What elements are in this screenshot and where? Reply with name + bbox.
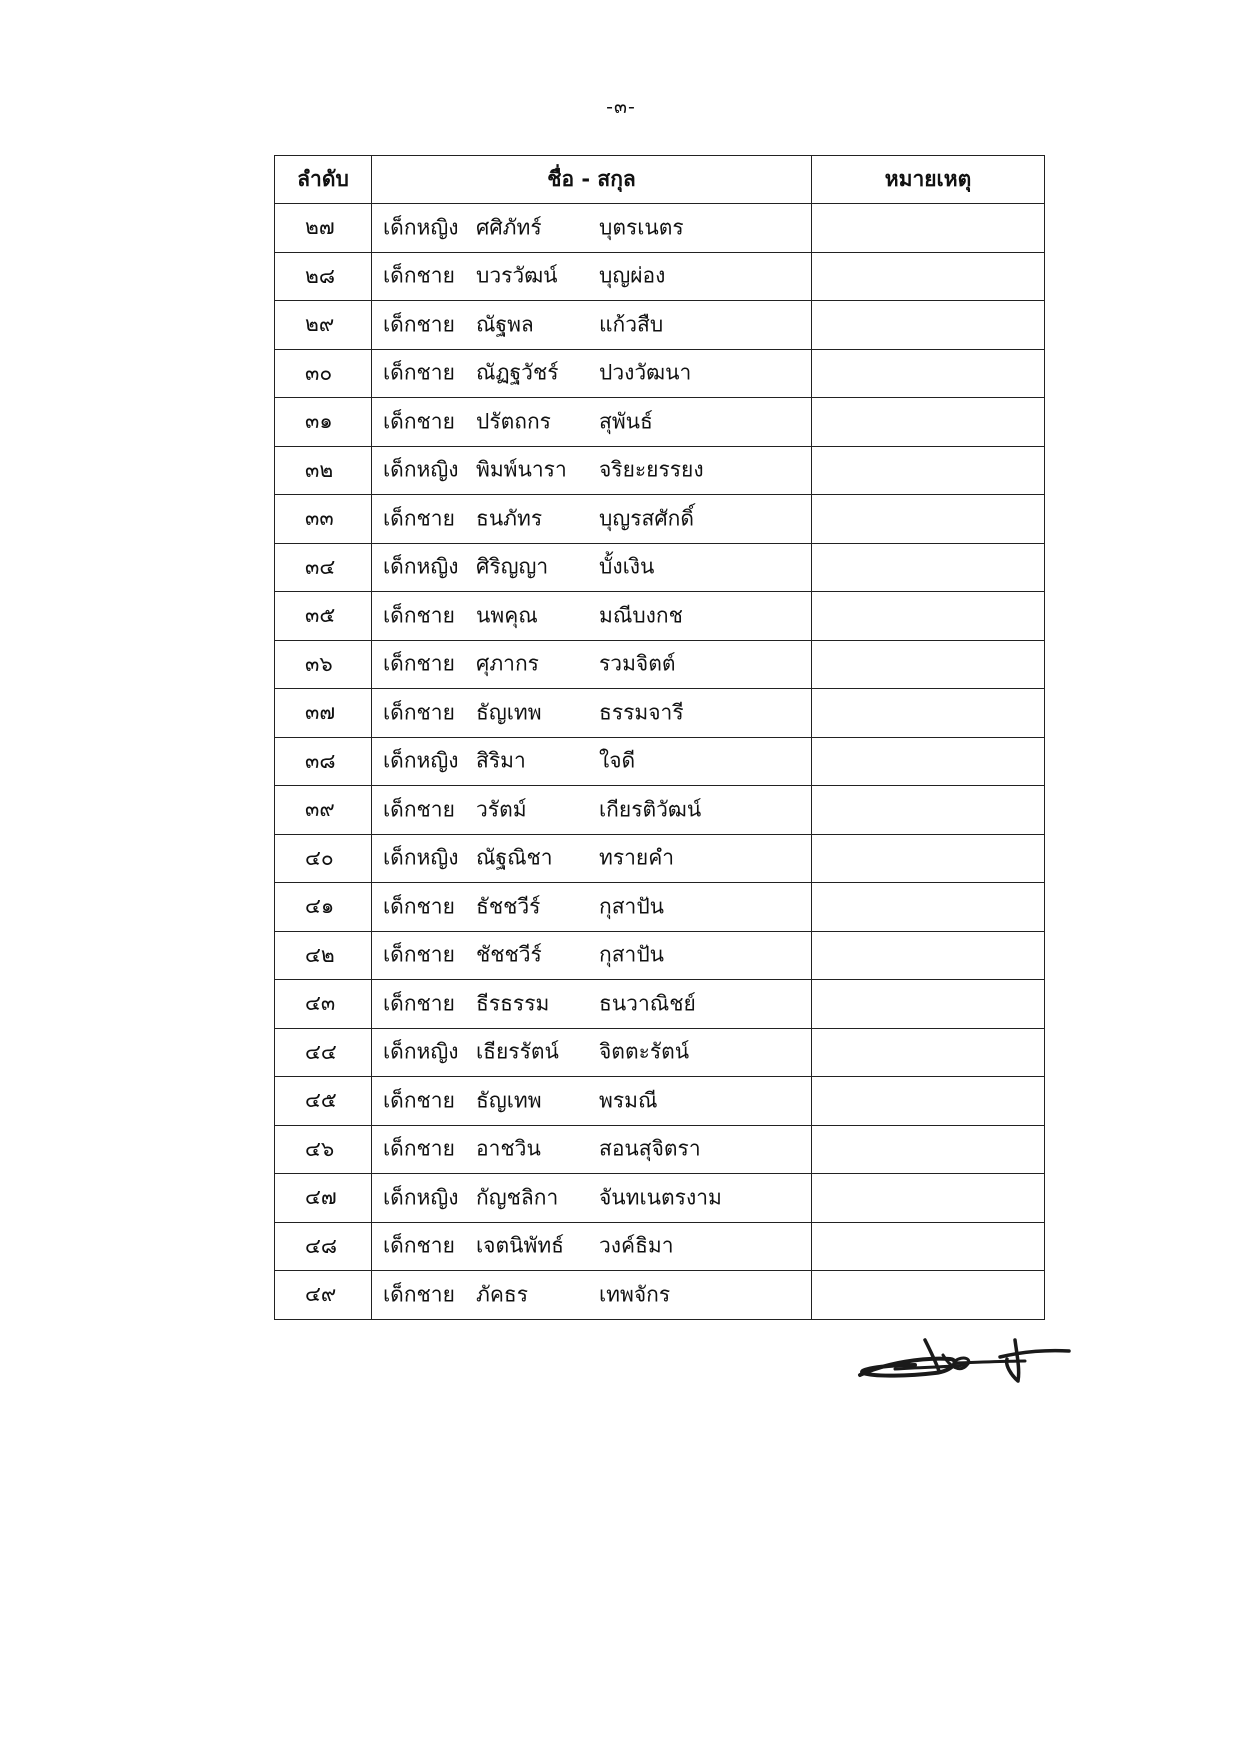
full-name-cell: [372, 252, 812, 301]
table-row: [275, 786, 1045, 835]
note-cell: [812, 495, 1045, 544]
first-name: บวรวัฒน์: [476, 263, 558, 288]
name-prefix: เด็กชาย: [383, 700, 455, 725]
table-row: [275, 1174, 1045, 1223]
row-number: ๓๗: [275, 689, 372, 738]
full-name-cell: [372, 398, 812, 447]
last-name: กุสาปัน: [599, 894, 665, 919]
full-name-cell: [372, 446, 812, 495]
row-number: ๔๖: [275, 1125, 372, 1174]
last-name: ปวงวัฒนา: [599, 360, 692, 385]
table-row: [275, 689, 1045, 738]
last-name: กุสาปัน: [599, 942, 665, 967]
row-number: ๓๙: [275, 786, 372, 835]
table-row: [275, 640, 1045, 689]
note-cell: [812, 786, 1045, 835]
row-number: ๔๗: [275, 1174, 372, 1223]
table-row: [275, 1125, 1045, 1174]
full-name-cell: [372, 349, 812, 398]
signature-icon: [855, 1315, 1075, 1385]
table-row: [275, 883, 1045, 932]
note-cell: [812, 640, 1045, 689]
header-no: ลำดับ: [275, 156, 372, 204]
row-number: ๔๐: [275, 834, 372, 883]
row-number: ๒๗: [275, 204, 372, 253]
first-name: เจตนิพัทธ์: [476, 1233, 564, 1258]
full-name-cell: [372, 1125, 812, 1174]
last-name: จริยะยรรยง: [599, 457, 704, 482]
note-cell: [812, 1077, 1045, 1126]
row-number: ๔๒: [275, 931, 372, 980]
name-prefix: เด็กชาย: [383, 263, 455, 288]
row-number: ๓๕: [275, 592, 372, 641]
table-row: [275, 1077, 1045, 1126]
full-name-cell: [372, 834, 812, 883]
row-number: ๔๕: [275, 1077, 372, 1126]
row-number: ๔๓: [275, 980, 372, 1029]
last-name: ธรรมจารี: [599, 700, 684, 725]
last-name: สอนสุจิตรา: [599, 1136, 701, 1161]
note-cell: [812, 931, 1045, 980]
full-name-cell: [372, 495, 812, 544]
first-name: ณัฐณิชา: [476, 845, 553, 870]
name-prefix: เด็กหญิง: [383, 215, 459, 240]
first-name: ณัฐพล: [476, 312, 534, 337]
table-row: [275, 204, 1045, 253]
note-cell: [812, 398, 1045, 447]
full-name-cell: [372, 980, 812, 1029]
row-number: ๔๔: [275, 1028, 372, 1077]
name-prefix: เด็กชาย: [383, 991, 455, 1016]
note-cell: [812, 1222, 1045, 1271]
note-cell: [812, 883, 1045, 932]
name-prefix: เด็กชาย: [383, 1233, 455, 1258]
last-name: ทรายคำ: [599, 845, 675, 870]
full-name-cell: [372, 786, 812, 835]
full-name-cell: [372, 592, 812, 641]
last-name: ใจดี: [599, 748, 636, 773]
row-number: ๓๓: [275, 495, 372, 544]
name-prefix: เด็กหญิง: [383, 1039, 459, 1064]
row-number: ๔๘: [275, 1222, 372, 1271]
first-name: นพคุณ: [476, 603, 538, 628]
full-name-cell: [372, 640, 812, 689]
full-name-cell: [372, 1271, 812, 1320]
table-row: [275, 349, 1045, 398]
first-name: ศิริญญา: [476, 554, 549, 579]
name-prefix: เด็กหญิง: [383, 1185, 459, 1210]
note-cell: [812, 1174, 1045, 1223]
table-row: [275, 931, 1045, 980]
note-cell: [812, 689, 1045, 738]
note-cell: [812, 349, 1045, 398]
full-name-cell: [372, 1077, 812, 1126]
last-name: เทพจักร: [599, 1282, 671, 1307]
full-name-cell: [372, 883, 812, 932]
first-name: ภัคธร: [476, 1282, 528, 1307]
name-prefix: เด็กชาย: [383, 942, 455, 967]
table-row: [275, 1222, 1045, 1271]
table-row: [275, 1028, 1045, 1077]
full-name-cell: [372, 931, 812, 980]
table-row: [275, 834, 1045, 883]
first-name: ธัญเทพ: [476, 700, 542, 725]
note-cell: [812, 834, 1045, 883]
last-name: มณีบงกช: [599, 603, 683, 628]
full-name-cell: [372, 737, 812, 786]
last-name: พรมณี: [599, 1088, 658, 1113]
first-name: ศุภากร: [476, 651, 539, 676]
name-prefix: เด็กหญิง: [383, 554, 459, 579]
name-prefix: เด็กชาย: [383, 506, 455, 531]
name-prefix: เด็กชาย: [383, 894, 455, 919]
full-name-cell: [372, 301, 812, 350]
note-cell: [812, 737, 1045, 786]
last-name: สุพันธ์: [599, 409, 653, 434]
note-cell: [812, 204, 1045, 253]
first-name: ธัชชวีร์: [476, 894, 541, 919]
row-number: ๒๙: [275, 301, 372, 350]
table-row: [275, 398, 1045, 447]
note-cell: [812, 1028, 1045, 1077]
full-name-cell: [372, 1174, 812, 1223]
name-prefix: เด็กชาย: [383, 1136, 455, 1161]
name-prefix: เด็กชาย: [383, 1282, 455, 1307]
first-name: ธีรธรรม: [476, 991, 550, 1016]
last-name: ธนวาณิชย์: [599, 991, 696, 1016]
note-cell: [812, 1271, 1045, 1320]
table-row: [275, 1271, 1045, 1320]
student-roster-table: [274, 155, 1045, 1320]
first-name: ศศิภัทร์: [476, 215, 542, 240]
name-prefix: เด็กชาย: [383, 360, 455, 385]
name-prefix: เด็กชาย: [383, 797, 455, 822]
last-name: รวมจิตต์: [599, 651, 676, 676]
row-number: ๓๒: [275, 446, 372, 495]
name-prefix: เด็กชาย: [383, 651, 455, 676]
name-prefix: เด็กชาย: [383, 603, 455, 628]
table-row: [275, 980, 1045, 1029]
name-prefix: เด็กหญิง: [383, 457, 459, 482]
first-name: ชัชชวีร์: [476, 942, 542, 967]
row-number: ๓๖: [275, 640, 372, 689]
row-number: ๓๐: [275, 349, 372, 398]
last-name: จิตตะรัตน์: [599, 1039, 690, 1064]
note-cell: [812, 1125, 1045, 1174]
table-body: [275, 204, 1045, 1320]
full-name-cell: [372, 689, 812, 738]
first-name: เธียรรัตน์: [476, 1039, 559, 1064]
first-name: สิริมา: [476, 748, 526, 773]
row-number: ๓๘: [275, 737, 372, 786]
last-name: วงค์ธิมา: [599, 1233, 674, 1258]
full-name-cell: [372, 1028, 812, 1077]
first-name: ณัฏฐวัชร์: [476, 360, 559, 385]
table-header-row: [275, 156, 1045, 204]
table-row: [275, 737, 1045, 786]
table-row: [275, 592, 1045, 641]
table-row: [275, 446, 1045, 495]
full-name-cell: [372, 1222, 812, 1271]
row-number: ๓๑: [275, 398, 372, 447]
first-name: พิมพ์นารา: [476, 457, 567, 482]
note-cell: [812, 252, 1045, 301]
table-row: [275, 495, 1045, 544]
last-name: บุญรสศักดิ์: [599, 506, 695, 531]
last-name: บั้งเงิน: [599, 554, 655, 579]
table-row: [275, 543, 1045, 592]
header-note: หมายเหตุ: [812, 156, 1045, 204]
last-name: บุญผ่อง: [599, 263, 666, 288]
table-row: [275, 301, 1045, 350]
note-cell: [812, 446, 1045, 495]
row-number: ๔๙: [275, 1271, 372, 1320]
row-number: ๒๘: [275, 252, 372, 301]
note-cell: [812, 543, 1045, 592]
first-name: ธนภัทร: [476, 506, 543, 531]
header-name: ชื่อ - สกุล: [372, 156, 812, 204]
name-prefix: เด็กหญิง: [383, 748, 459, 773]
first-name: ธัญเทพ: [476, 1088, 542, 1113]
name-prefix: เด็กชาย: [383, 1088, 455, 1113]
row-number: ๓๔: [275, 543, 372, 592]
name-prefix: เด็กชาย: [383, 312, 455, 337]
first-name: กัญชลิกา: [476, 1185, 559, 1210]
last-name: บุตรเนตร: [599, 215, 684, 240]
first-name: อาชวิน: [476, 1136, 541, 1161]
name-prefix: เด็กหญิง: [383, 845, 459, 870]
full-name-cell: [372, 204, 812, 253]
last-name: แก้วสืบ: [599, 312, 664, 337]
last-name: เกียรติวัฒน์: [599, 797, 702, 822]
row-number: ๔๑: [275, 883, 372, 932]
note-cell: [812, 980, 1045, 1029]
first-name: วรัตม์: [476, 797, 527, 822]
page-number: -๓-: [606, 96, 636, 118]
name-prefix: เด็กชาย: [383, 409, 455, 434]
first-name: ปรัตถกร: [476, 409, 551, 434]
note-cell: [812, 301, 1045, 350]
full-name-cell: [372, 543, 812, 592]
note-cell: [812, 592, 1045, 641]
table-row: [275, 252, 1045, 301]
last-name: จันทเนตรงาม: [599, 1185, 722, 1210]
